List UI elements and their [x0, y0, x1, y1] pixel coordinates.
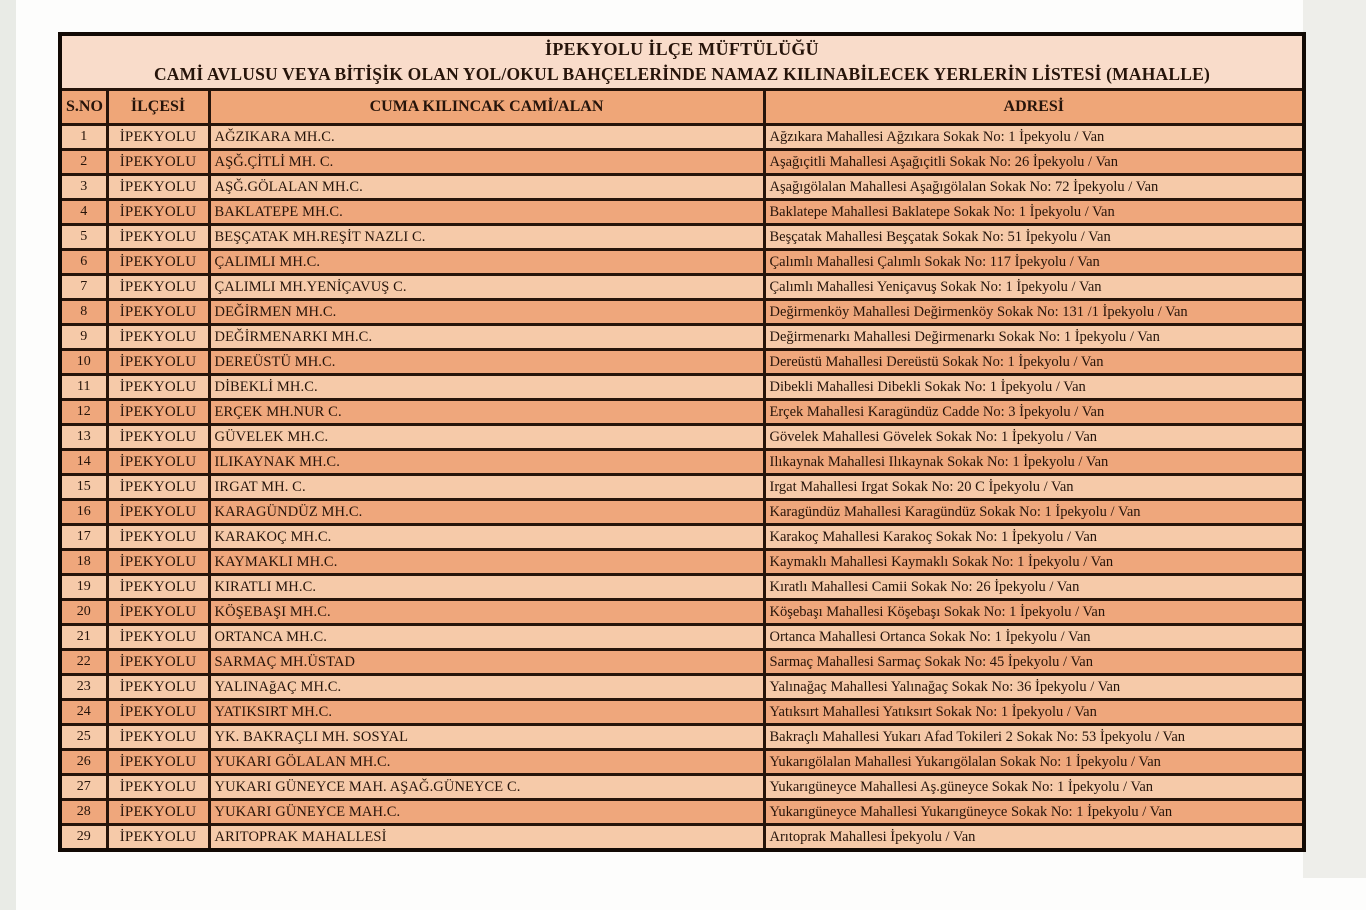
title-row	[60, 34, 1304, 90]
district-cell: İPEKYOLU	[107, 775, 209, 800]
title-line2: CAMİ AVLUSU VEYA BİTİŞİK OLAN YOL/OKUL BAHÇELERİNDE NAMAZ KILINABİLECEK YERLERİN LİSTESİ (MAHALLE)	[153, 64, 1211, 84]
page-left-margin	[0, 0, 16, 910]
district-cell: İPEKYOLU	[107, 325, 209, 350]
row-number-cell: 18	[60, 550, 107, 575]
district-cell: İPEKYOLU	[107, 200, 209, 225]
row-number-cell: 5	[60, 225, 107, 250]
row-number-cell: 13	[60, 425, 107, 450]
table-row	[60, 350, 1304, 375]
address-cell: Yatıksırt Mahallesi Yatıksırt Sokak No: 1 İpekyolu / Van	[764, 700, 1304, 725]
address-cell: Ilıkaynak Mahallesi Ilıkaynak Sokak No: 1 İpekyolu / Van	[764, 450, 1304, 475]
address-cell: Yukarıgölalan Mahallesi Yukarıgölalan Sokak No: 1 İpekyolu / Van	[764, 750, 1304, 775]
mosque-area-cell: YUKARI GÖLALAN MH.C.	[209, 750, 764, 775]
district-cell: İPEKYOLU	[107, 450, 209, 475]
row-number-cell: 22	[60, 650, 107, 675]
row-number-cell: 27	[60, 775, 107, 800]
table-row	[60, 600, 1304, 625]
district-cell: İPEKYOLU	[107, 800, 209, 825]
row-number-cell: 11	[60, 375, 107, 400]
row-number-cell: 8	[60, 300, 107, 325]
address-cell: Ağzıkara Mahallesi Ağzıkara Sokak No: 1 İpekyolu / Van	[764, 125, 1304, 150]
row-number-cell: 21	[60, 625, 107, 650]
page-right-margin	[1303, 0, 1366, 878]
mosque-area-cell: YUKARI GÜNEYCE MAH.C.	[209, 800, 764, 825]
mosque-area-cell: ERÇEK MH.NUR C.	[209, 400, 764, 425]
row-number-cell: 24	[60, 700, 107, 725]
mosque-area-cell: KÖŞEBAŞI MH.C.	[209, 600, 764, 625]
row-number-cell: 7	[60, 275, 107, 300]
address-cell: Kaymaklı Mahallesi Kaymaklı Sokak No: 1 İpekyolu / Van	[764, 550, 1304, 575]
row-number-cell: 3	[60, 175, 107, 200]
col-header-ilce: İLÇESİ	[107, 90, 209, 125]
district-cell: İPEKYOLU	[107, 675, 209, 700]
table-row	[60, 575, 1304, 600]
district-cell: İPEKYOLU	[107, 525, 209, 550]
address-cell: Karakoç Mahallesi Karakoç Sokak No: 1 İpekyolu / Van	[764, 525, 1304, 550]
mosque-area-cell: YK. BAKRAÇLI MH. SOSYAL	[209, 725, 764, 750]
district-cell: İPEKYOLU	[107, 300, 209, 325]
row-number-cell: 9	[60, 325, 107, 350]
table-row	[60, 425, 1304, 450]
district-cell: İPEKYOLU	[107, 400, 209, 425]
district-cell: İPEKYOLU	[107, 600, 209, 625]
row-number-cell: 10	[60, 350, 107, 375]
mosque-area-cell: YALINAğAÇ MH.C.	[209, 675, 764, 700]
row-number-cell: 17	[60, 525, 107, 550]
table-row	[60, 450, 1304, 475]
row-number-cell: 2	[60, 150, 107, 175]
col-header-adres: ADRESİ	[764, 90, 1304, 125]
district-cell: İPEKYOLU	[107, 475, 209, 500]
table-row	[60, 725, 1304, 750]
district-cell: İPEKYOLU	[107, 425, 209, 450]
district-cell: İPEKYOLU	[107, 575, 209, 600]
district-cell: İPEKYOLU	[107, 750, 209, 775]
table-row	[60, 550, 1304, 575]
address-cell: Kıratlı Mahallesi Camii Sokak No: 26 İpekyolu / Van	[764, 575, 1304, 600]
district-cell: İPEKYOLU	[107, 250, 209, 275]
address-cell: Köşebaşı Mahallesi Köşebaşı Sokak No: 1 İpekyolu / Van	[764, 600, 1304, 625]
mosque-area-cell: IRGAT MH. C.	[209, 475, 764, 500]
address-cell: Çalımlı Mahallesi Yeniçavuş Sokak No: 1 İpekyolu / Van	[764, 275, 1304, 300]
mosque-area-cell: ARITOPRAK MAHALLESİ	[209, 825, 764, 851]
table-row	[60, 375, 1304, 400]
table-row	[60, 150, 1304, 175]
mosque-area-cell: BEŞÇATAK MH.REŞİT NAZLI C.	[209, 225, 764, 250]
table-row	[60, 225, 1304, 250]
district-cell: İPEKYOLU	[107, 650, 209, 675]
district-cell: İPEKYOLU	[107, 175, 209, 200]
address-cell: Değirmenköy Mahallesi Değirmenköy Sokak No: 131 /1 İpekyolu / Van	[764, 300, 1304, 325]
district-cell: İPEKYOLU	[107, 550, 209, 575]
row-number-cell: 29	[60, 825, 107, 851]
row-number-cell: 6	[60, 250, 107, 275]
address-cell: Yalınağaç Mahallesi Yalınağaç Sokak No: 36 İpekyolu / Van	[764, 675, 1304, 700]
address-cell: Değirmenarkı Mahallesi Değirmenarkı Sokak No: 1 İpekyolu / Van	[764, 325, 1304, 350]
document-title	[60, 34, 1304, 90]
prayer-locations-table	[58, 32, 1306, 852]
row-number-cell: 26	[60, 750, 107, 775]
table-row	[60, 300, 1304, 325]
mosque-area-cell: ORTANCA MH.C.	[209, 625, 764, 650]
address-cell: Beşçatak Mahallesi Beşçatak Sokak No: 51 İpekyolu / Van	[764, 225, 1304, 250]
district-cell: İPEKYOLU	[107, 825, 209, 851]
row-number-cell: 16	[60, 500, 107, 525]
row-number-cell: 19	[60, 575, 107, 600]
mosque-area-cell: YUKARI GÜNEYCE MAH. AŞAĞ.GÜNEYCE C.	[209, 775, 764, 800]
row-number-cell: 20	[60, 600, 107, 625]
address-cell: Ortanca Mahallesi Ortanca Sokak No: 1 İpekyolu / Van	[764, 625, 1304, 650]
district-cell: İPEKYOLU	[107, 225, 209, 250]
mosque-area-cell: AŞĞ.GÖLALAN MH.C.	[209, 175, 764, 200]
mosque-area-cell: SARMAÇ MH.ÜSTAD	[209, 650, 764, 675]
district-cell: İPEKYOLU	[107, 725, 209, 750]
table-row	[60, 650, 1304, 675]
address-cell: Dibekli Mahallesi Dibekli Sokak No: 1 İpekyolu / Van	[764, 375, 1304, 400]
district-cell: İPEKYOLU	[107, 275, 209, 300]
address-cell: Aşağıgölalan Mahallesi Aşağıgölalan Sokak No: 72 İpekyolu / Van	[764, 175, 1304, 200]
col-header-sno: S.NO	[60, 90, 107, 125]
table-row	[60, 400, 1304, 425]
district-cell: İPEKYOLU	[107, 150, 209, 175]
table-row	[60, 775, 1304, 800]
title-line1: İPEKYOLU İLÇE MÜFTÜLÜĞÜ	[545, 39, 819, 59]
table-row	[60, 125, 1304, 150]
table-row	[60, 525, 1304, 550]
table-row	[60, 750, 1304, 775]
table-row	[60, 325, 1304, 350]
mosque-area-cell: GÜVELEK MH.C.	[209, 425, 764, 450]
mosque-area-cell: DEĞİRMENARKI MH.C.	[209, 325, 764, 350]
mosque-area-cell: KARAKOÇ MH.C.	[209, 525, 764, 550]
row-number-cell: 15	[60, 475, 107, 500]
mosque-area-cell: AĞZIKARA MH.C.	[209, 125, 764, 150]
mosque-area-cell: ILIKAYNAK MH.C.	[209, 450, 764, 475]
table-row	[60, 675, 1304, 700]
mosque-area-cell: KIRATLI MH.C.	[209, 575, 764, 600]
district-cell: İPEKYOLU	[107, 375, 209, 400]
mosque-area-cell: DEĞİRMEN MH.C.	[209, 300, 764, 325]
district-cell: İPEKYOLU	[107, 625, 209, 650]
district-cell: İPEKYOLU	[107, 350, 209, 375]
row-number-cell: 25	[60, 725, 107, 750]
table-row	[60, 475, 1304, 500]
table-row	[60, 800, 1304, 825]
mosque-area-cell: DEREÜSTÜ MH.C.	[209, 350, 764, 375]
district-cell: İPEKYOLU	[107, 500, 209, 525]
mosque-area-cell: AŞĞ.ÇİTLİ MH. C.	[209, 150, 764, 175]
row-number-cell: 14	[60, 450, 107, 475]
column-header-row	[60, 90, 1304, 125]
row-number-cell: 4	[60, 200, 107, 225]
row-number-cell: 12	[60, 400, 107, 425]
mosque-area-cell: ÇALIMLI MH.YENİÇAVUŞ C.	[209, 275, 764, 300]
table-row	[60, 500, 1304, 525]
district-cell: İPEKYOLU	[107, 700, 209, 725]
address-cell: Karagündüz Mahallesi Karagündüz Sokak No: 1 İpekyolu / Van	[764, 500, 1304, 525]
table-row	[60, 250, 1304, 275]
address-cell: Sarmaç Mahallesi Sarmaç Sokak No: 45 İpekyolu / Van	[764, 650, 1304, 675]
address-cell: Erçek Mahallesi Karagündüz Cadde No: 3 İpekyolu / Van	[764, 400, 1304, 425]
address-cell: Bakraçlı Mahallesi Yukarı Afad Tokileri 2 Sokak No: 53 İpekyolu / Van	[764, 725, 1304, 750]
address-cell: Irgat Mahallesi Irgat Sokak No: 20 C İpekyolu / Van	[764, 475, 1304, 500]
mosque-area-cell: DİBEKLİ MH.C.	[209, 375, 764, 400]
mosque-area-cell: YATIKSIRT MH.C.	[209, 700, 764, 725]
address-cell: Yukarıgüneyce Mahallesi Aş.güneyce Sokak No: 1 İpekyolu / Van	[764, 775, 1304, 800]
row-number-cell: 28	[60, 800, 107, 825]
table-row	[60, 700, 1304, 725]
table-row	[60, 175, 1304, 200]
mosque-area-cell: ÇALIMLI MH.C.	[209, 250, 764, 275]
row-number-cell: 23	[60, 675, 107, 700]
table-row	[60, 200, 1304, 225]
table-row	[60, 275, 1304, 300]
table-row	[60, 625, 1304, 650]
table-body	[60, 125, 1304, 851]
district-cell: İPEKYOLU	[107, 125, 209, 150]
address-cell: Çalımlı Mahallesi Çalımlı Sokak No: 117 İpekyolu / Van	[764, 250, 1304, 275]
address-cell: Aşağıçitli Mahallesi Aşağıçitli Sokak No: 26 İpekyolu / Van	[764, 150, 1304, 175]
address-cell: Dereüstü Mahallesi Dereüstü Sokak No: 1 İpekyolu / Van	[764, 350, 1304, 375]
mosque-area-cell: BAKLATEPE MH.C.	[209, 200, 764, 225]
address-cell: Arıtoprak Mahallesi İpekyolu / Van	[764, 825, 1304, 851]
mosque-area-cell: KAYMAKLI MH.C.	[209, 550, 764, 575]
address-cell: Gövelek Mahallesi Gövelek Sokak No: 1 İpekyolu / Van	[764, 425, 1304, 450]
address-cell: Yukarıgüneyce Mahallesi Yukarıgüneyce Sokak No: 1 İpekyolu / Van	[764, 800, 1304, 825]
mosque-area-cell: KARAGÜNDÜZ MH.C.	[209, 500, 764, 525]
row-number-cell: 1	[60, 125, 107, 150]
col-header-cami: CUMA KILINCAK CAMİ/ALAN	[209, 90, 764, 125]
table-row	[60, 825, 1304, 851]
address-cell: Baklatepe Mahallesi Baklatepe Sokak No: 1 İpekyolu / Van	[764, 200, 1304, 225]
